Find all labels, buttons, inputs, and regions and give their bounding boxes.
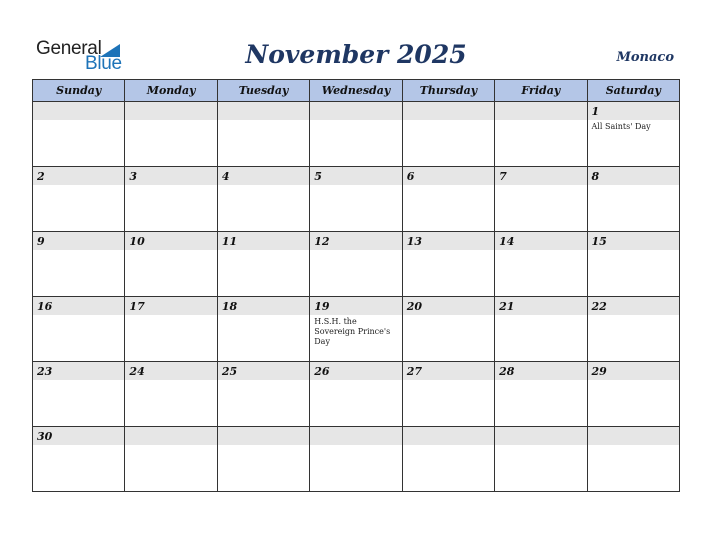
week-row [33, 362, 680, 427]
day-cell [587, 297, 679, 362]
week-row [33, 427, 680, 492]
day-number: 7 [499, 170, 507, 183]
day-cell [495, 167, 587, 232]
holiday-label: H.S.H. the Sovereign Prince's Day [314, 317, 391, 346]
day-cell [402, 232, 494, 297]
week-row [33, 297, 680, 362]
day-cell [310, 167, 402, 232]
day-cell [217, 362, 309, 427]
day-number-band [310, 167, 401, 185]
day-cell [495, 297, 587, 362]
day-cell [402, 102, 494, 167]
day-cell [125, 102, 217, 167]
day-number-band [125, 167, 216, 185]
day-cell [310, 427, 402, 492]
day-number-band [403, 102, 494, 120]
day-cell [33, 427, 125, 492]
day-cell [33, 232, 125, 297]
day-number: 11 [221, 235, 238, 248]
day-number: 6 [406, 170, 415, 183]
weekday-header-row [33, 80, 680, 102]
day-number-band [218, 102, 309, 120]
day-cell [587, 427, 679, 492]
day-cell [217, 167, 309, 232]
week-row [33, 232, 680, 297]
day-cell [125, 427, 217, 492]
day-number: 29 [591, 365, 607, 378]
day-number: 4 [221, 170, 230, 183]
day-number-band [495, 167, 586, 185]
week-row [33, 167, 680, 232]
day-cell [125, 167, 217, 232]
day-number: 10 [129, 235, 145, 248]
day-number-band [588, 167, 679, 185]
weekday-header: Wednesday [310, 80, 402, 102]
day-cell [587, 102, 679, 167]
day-number-band [403, 427, 494, 445]
day-number-band [588, 102, 679, 120]
day-number-band [33, 232, 124, 250]
day-number-band [403, 167, 494, 185]
day-cell [587, 232, 679, 297]
weekday-header: Saturday [587, 80, 679, 102]
day-cell [33, 297, 125, 362]
day-number: 24 [129, 365, 145, 378]
day-number: 26 [314, 365, 330, 378]
holiday-label: All Saints' Day [591, 122, 651, 131]
day-cell [495, 102, 587, 167]
day-number: 27 [406, 365, 422, 378]
day-number: 8 [591, 170, 600, 183]
day-number: 5 [314, 170, 322, 183]
weekday-header: Thursday [402, 80, 494, 102]
page-title: November 2025 [245, 40, 467, 69]
day-cell [587, 362, 679, 427]
day-cell [495, 427, 587, 492]
day-number: 22 [591, 300, 607, 313]
day-number-band [310, 427, 401, 445]
day-cell [587, 167, 679, 232]
day-cell [495, 362, 587, 427]
weekday-header: Monday [125, 80, 217, 102]
day-number: 2 [37, 170, 45, 183]
day-cell [217, 297, 309, 362]
day-cell [402, 427, 494, 492]
week-row [33, 102, 680, 167]
day-number-band [310, 102, 401, 120]
day-cell [217, 427, 309, 492]
day-number: 3 [129, 170, 138, 183]
day-number-band [33, 102, 124, 120]
day-cell [217, 232, 309, 297]
day-number: 19 [314, 300, 330, 313]
day-number: 12 [314, 235, 330, 248]
weekday-header: Tuesday [217, 80, 309, 102]
weekday-header: Sunday [33, 80, 125, 102]
day-number: 1 [591, 105, 600, 118]
day-cell [310, 297, 402, 362]
day-number: 17 [129, 300, 145, 313]
weekday-header: Friday [495, 80, 587, 102]
day-number-band [495, 102, 586, 120]
day-cell [125, 362, 217, 427]
day-number-band [495, 427, 586, 445]
day-number: 15 [591, 235, 607, 248]
day-cell [310, 232, 402, 297]
day-number-band [218, 427, 309, 445]
day-number: 16 [37, 300, 53, 313]
day-number: 30 [37, 430, 53, 443]
day-cell [310, 102, 402, 167]
day-cell [125, 232, 217, 297]
day-cell [125, 297, 217, 362]
day-number: 20 [406, 300, 422, 313]
day-cell [402, 362, 494, 427]
day-cell [310, 362, 402, 427]
day-number-band [125, 102, 216, 120]
day-number: 23 [37, 365, 53, 378]
day-cell [402, 167, 494, 232]
day-number: 13 [406, 235, 422, 248]
day-cell [495, 232, 587, 297]
day-number-band [218, 167, 309, 185]
day-number: 25 [221, 365, 238, 378]
day-number: 14 [499, 235, 515, 248]
logo-blue-text: Blue [85, 53, 122, 74]
calendar-grid [32, 79, 680, 492]
country-label: Monaco [616, 50, 674, 65]
day-number-band [588, 427, 679, 445]
day-number-band [33, 167, 124, 185]
logo-general-text: General [36, 38, 102, 59]
day-number: 21 [499, 300, 515, 313]
day-number: 18 [221, 300, 238, 313]
day-cell [33, 167, 125, 232]
day-cell [217, 102, 309, 167]
day-cell [33, 362, 125, 427]
day-cell [402, 297, 494, 362]
day-cell [33, 102, 125, 167]
day-number-band [125, 427, 216, 445]
day-number: 28 [499, 365, 515, 378]
day-number: 9 [37, 235, 45, 248]
